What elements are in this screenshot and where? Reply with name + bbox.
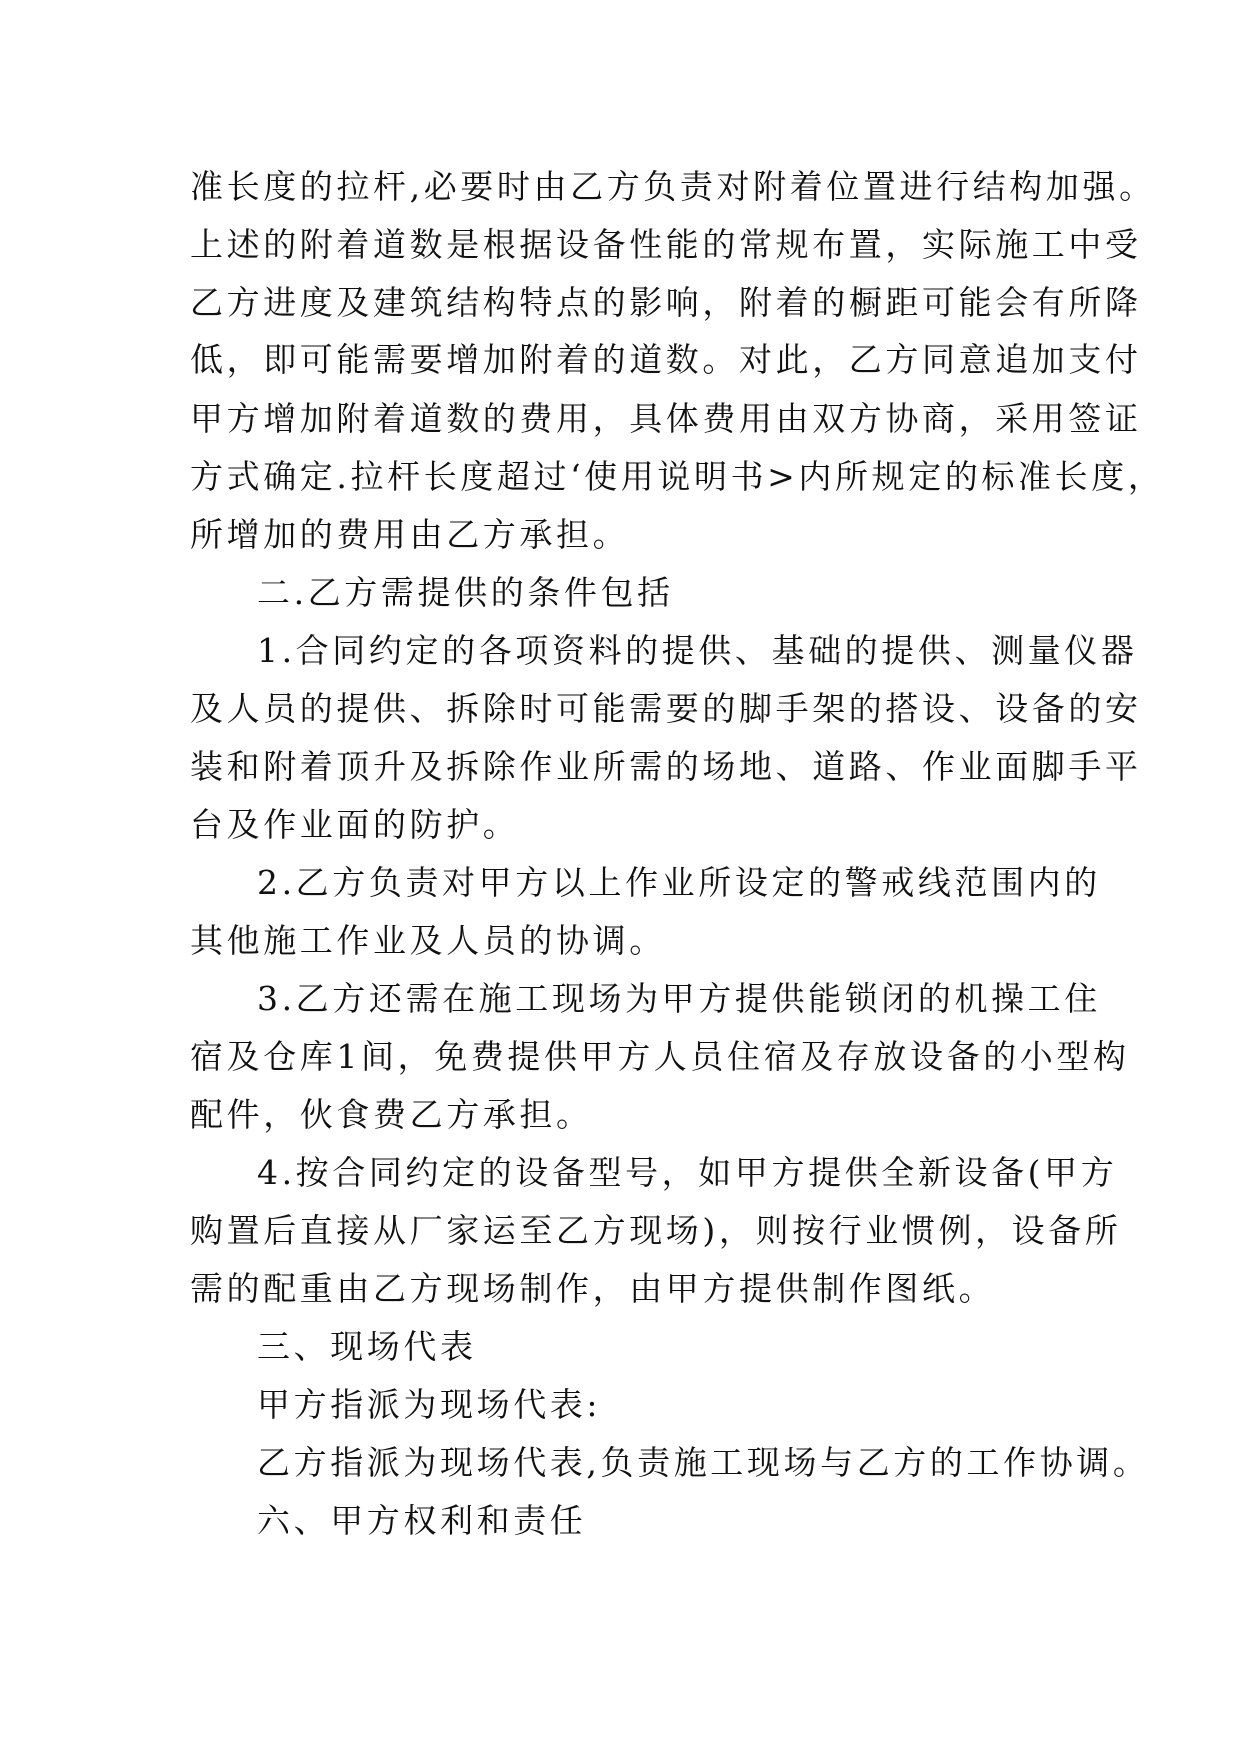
section-heading-3: 三、现场代表 [257,1327,477,1366]
text-line-5: 甲方增加附着道数的费用，具体费用由双方协商，采用签证 [190,399,1142,438]
text-line-4: 低，即可能需要增加附着的道数。对此，乙方同意追加支付 [190,340,1142,379]
list-item-2: 2.乙方负责对甲方以上作业所设定的警戒线范围内的 [257,863,1101,902]
text-line-19: 购置后直接从厂家运至乙方现场)，则按行业惯例，设备所 [190,1211,1122,1250]
list-item-3: 3.乙方还需在施工现场为甲方提供能锁闭的机操工住 [257,979,1101,1018]
text-line-11: 装和附着顶升及拆除作业所需的场地、道路、作业面脚手平 [190,747,1142,786]
text-line-20: 需的配重由乙方现场制作，由甲方提供制作图纸。 [190,1269,996,1308]
text-line-16: 宿及仓库1间，免费提供甲方人员住宿及存放设备的小型构 [190,1037,1130,1076]
party-b-representative: 乙方指派为现场代表,负责施工现场与乙方的工作协调。 [257,1443,1150,1482]
text-line-12: 台及作业面的防护。 [190,805,520,844]
text-line-17: 配件，伙食费乙方承担。 [190,1095,593,1134]
text-line-3: 乙方进度及建筑结构特点的影响，附着的橱距可能会有所降 [190,283,1142,322]
text-line-14: 其他施工作业及人员的协调。 [190,921,666,960]
list-item-1: 1.合同约定的各项资料的提供、基础的提供、测量仪器 [257,631,1138,670]
text-line-10: 及人员的提供、拆除时可能需要的脚手架的搭设、设备的安 [190,689,1142,728]
text-line-2: 上述的附着道数是根据设备性能的常规布置，实际施工中受 [190,225,1142,264]
list-item-4: 4.按合同约定的设备型号，如甲方提供全新设备(甲方 [257,1153,1118,1192]
section-heading-6: 六、甲方权利和责任 [257,1501,587,1540]
text-line-6: 方式确定.拉杆长度超过‘使用说明书>内所规定的标准长度， [190,457,1165,496]
section-heading-2: 二.乙方需提供的条件包括 [257,573,674,612]
text-line-7: 所增加的费用由乙方承担。 [190,515,630,554]
party-a-representative: 甲方指派为现场代表: [257,1385,602,1424]
text-line-1: 准长度的拉杆,必要时由乙方负责对附着位置进行结构加强。 [190,167,1156,206]
